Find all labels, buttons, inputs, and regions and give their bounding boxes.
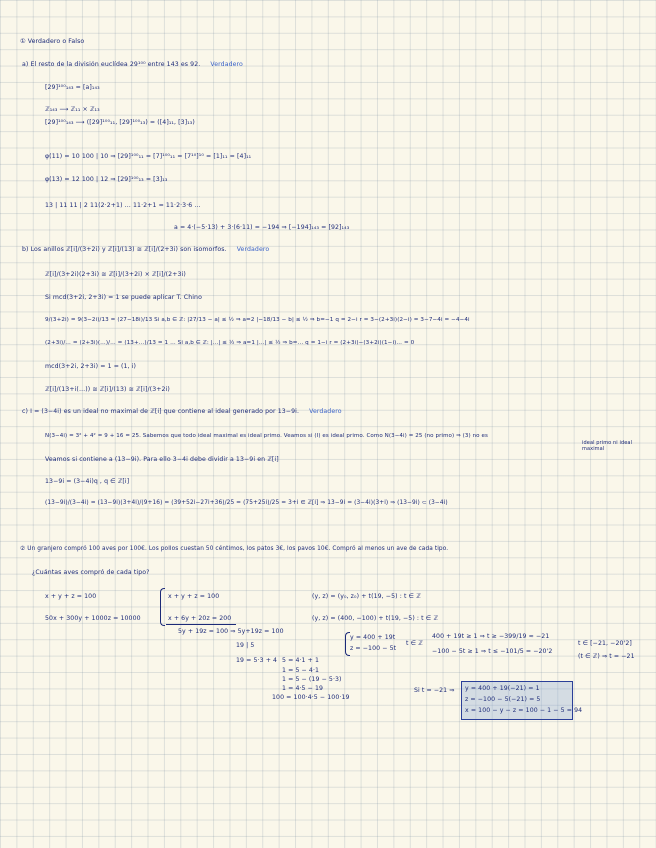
part-c-text: c) I = (3−4i) es un ideal no maximal de ℤ[i] que contiene al ideal generado por 13−9i. <box>22 408 300 415</box>
answer-x: x = 100 − y − z = 100 − 1 − 5 = 94 <box>465 707 583 714</box>
t-value: (t ∈ ℤ) ⇒ t = −21 <box>578 653 635 660</box>
general-solution: (y, z) = (y₀, z₀) + t(19, −5) : t ∈ ℤ <box>312 593 421 600</box>
step-b6: ℤ[i]/(13+i(…)) ≅ ℤ[i]/(13) ≅ ℤ[i]/(3+2i) <box>45 386 170 393</box>
inequality-z: −100 − 5t ≥ 1 ⇒ t ≤ −101/5 = −20'2 <box>432 648 553 655</box>
step-b1: ℤ[i]/(3+2i)(2+3i) ≅ ℤ[i]/(3+2i) × ℤ[i]/(2+3i) <box>45 271 186 278</box>
t-interval: t ∈ [−21, −20'2] <box>578 640 632 647</box>
step-a5: φ(13) = 12 100 | 12 ⇒ [29]¹⁰⁰₁₃ = [3]₁₃ <box>45 176 168 183</box>
part-b-text: b) Los anillos ℤ[i]/(3+2i) y ℤ[i]/(13) ≅ ℤ[i]/(2+3i) son isomorfos. <box>22 246 227 253</box>
step-b2: Si mcd(3+2i, 2+3i) = 1 se puede aplicar T. Chino <box>45 294 202 301</box>
step-c2: Veamos si contiene a (13−9i). Para ello 3−4i debe dividir a 13−9i en ℤ[i] <box>45 456 279 463</box>
bezout-step-2: 1 = 5 − (19 − 5·3) <box>282 676 342 683</box>
euclid-division: 19 | 5 <box>236 642 255 649</box>
step-a3: [29]¹⁰⁰₁₄₃ ⟶ ([29]¹⁰⁰₁₁, [29]¹⁰⁰₁₃) = ([4]₁₁, [3]₁₃) <box>45 119 195 126</box>
part-b-statement <box>22 245 269 254</box>
step-a1: [29]¹⁰⁰₁₄₃ = [a]₁₄₃ <box>45 84 100 91</box>
step-c1-note: ideal primo ni ideal maximal <box>582 440 633 452</box>
exercise-2-question: ¿Cuántas aves compró de cada tipo? <box>32 569 150 576</box>
step-a4: φ(11) = 10 100 | 10 ⇒ [29]¹⁰⁰₁₁ = [7]¹⁰⁰₁₁ = [7¹⁰]¹⁰ = [1]₁₁ = [4]₁₁ <box>45 153 252 160</box>
part-a-text: a) El resto de la división euclídea 29¹⁰⁰ entre 143 es 92. <box>22 61 201 68</box>
subtraction-rule <box>166 624 236 625</box>
bezout-step-3: 1 = 4·5 − 19 <box>282 685 324 692</box>
param-t: t ∈ ℤ <box>406 640 423 647</box>
substitution-label: Si t = −21 ⇒ <box>414 687 455 694</box>
step-c3: 13−9i = (3−4i)q , q ∈ ℤ[i] <box>45 478 130 485</box>
part-c-statement <box>22 407 342 416</box>
param-z: z = −100 − 5t <box>350 645 397 652</box>
answer-y: y = 400 + 19(−21) = 1 <box>465 685 540 692</box>
part-a-statement <box>22 60 243 69</box>
step-a7: a = 4·(−5·13) + 3·(6·11) = −194 ⇒ [−194]₁₄₃ = [92]₁₄₃ <box>174 224 350 231</box>
system-eq-2: x + 6y + 20z = 200 <box>168 615 232 622</box>
euclid-step-1: 19 = 5·3 + 4 <box>236 657 278 664</box>
equation-1: x + y + z = 100 <box>45 593 97 600</box>
step-b4: (2+3i)/… = (2+3i)(…)/… = (13+…)/13 = 1 … Si a,b ∈ ℤ: |…| ≤ ½ ⇒ a=1 |…| ≤ ½ ⇒ b=… q = 1−i r = (2+3i)−(3+2i)(1−i)… = 0 <box>45 340 415 346</box>
part-b-verdict: Verdadero <box>236 246 270 253</box>
exercise-2-title: ② Un granjero compró 100 aves por 100€. Los pollos cuestan 50 céntimos, los patos 3€, los pavos 10€. Compró al menos un ave de cada tipo. <box>20 546 449 552</box>
step-b3: 9/(3+2i) = 9(3−2i)/13 = (27−18i)/13 Si a,b ∈ ℤ: |27/13 − a| ≤ ½ ⇒ a=2 |−18/13 − b| ≤ ½ ⇒ b=−1 q = 2−i r = 3−(2+3i)(2−i) = 3−7−4i = −4−4i <box>45 317 470 323</box>
answer-z: z = −100 − 5(−21) = 5 <box>465 696 541 703</box>
exercise-1-title: ① Verdadero o Falso <box>20 38 85 45</box>
bezout-scaled: 100 = 100·4·5 − 100·19 <box>272 694 350 701</box>
bezout-step-1: 1 = 5 − 4·1 <box>282 667 320 674</box>
step-a2: ℤ₁₄₃ ⟶ ℤ₁₁ × ℤ₁₃ <box>45 106 100 113</box>
diophantine-equation: 5y + 19z = 100 ⇒ 5y+19z = 100 <box>178 628 284 635</box>
part-a-verdict: Verdadero <box>210 61 243 68</box>
equation-2: 50x + 300y + 1000z = 10000 <box>45 615 141 622</box>
step-c4: (13−9i)/(3−4i) = (13−9i)(3+4i)/(9+16) = (39+52i−27i+36)/25 = (75+25i)/25 = 3+i ∈ ℤ[i] ⇒ 13−9i = (3−4i)(3+i) ⇒ (13−9i) ⊂ (3−4i) <box>45 500 448 506</box>
inequality-y: 400 + 19t ≥ 1 ⇒ t ≥ −399/19 ≈ −21 <box>432 633 550 640</box>
system-brace <box>160 588 165 626</box>
part-c-verdict: Verdadero <box>309 408 342 415</box>
param-y: y = 400 + 19t <box>350 634 396 641</box>
step-b5: mcd(3+2i, 2+3i) = 1 = (1, i) <box>45 363 137 370</box>
system-eq-1: x + y + z = 100 <box>168 593 220 600</box>
particular-solution: (y, z) = (400, −100) + t(19, −5) : t ∈ ℤ <box>312 615 439 622</box>
step-a6: 13 | 11 11 | 2 11(2·2+1) … 11·2+1 = 11·2·3·6 … <box>45 202 201 209</box>
step-c1: N(3−4i) = 3² + 4² = 9 + 16 = 25. Sabemos que todo ideal maximal es ideal primo. Veamos si (I) es ideal primo. Como N(3−4i) = 25 (no primo) ⇒ (3) no es <box>45 433 488 439</box>
euclid-step-2: 5 = 4·1 + 1 <box>282 657 320 664</box>
